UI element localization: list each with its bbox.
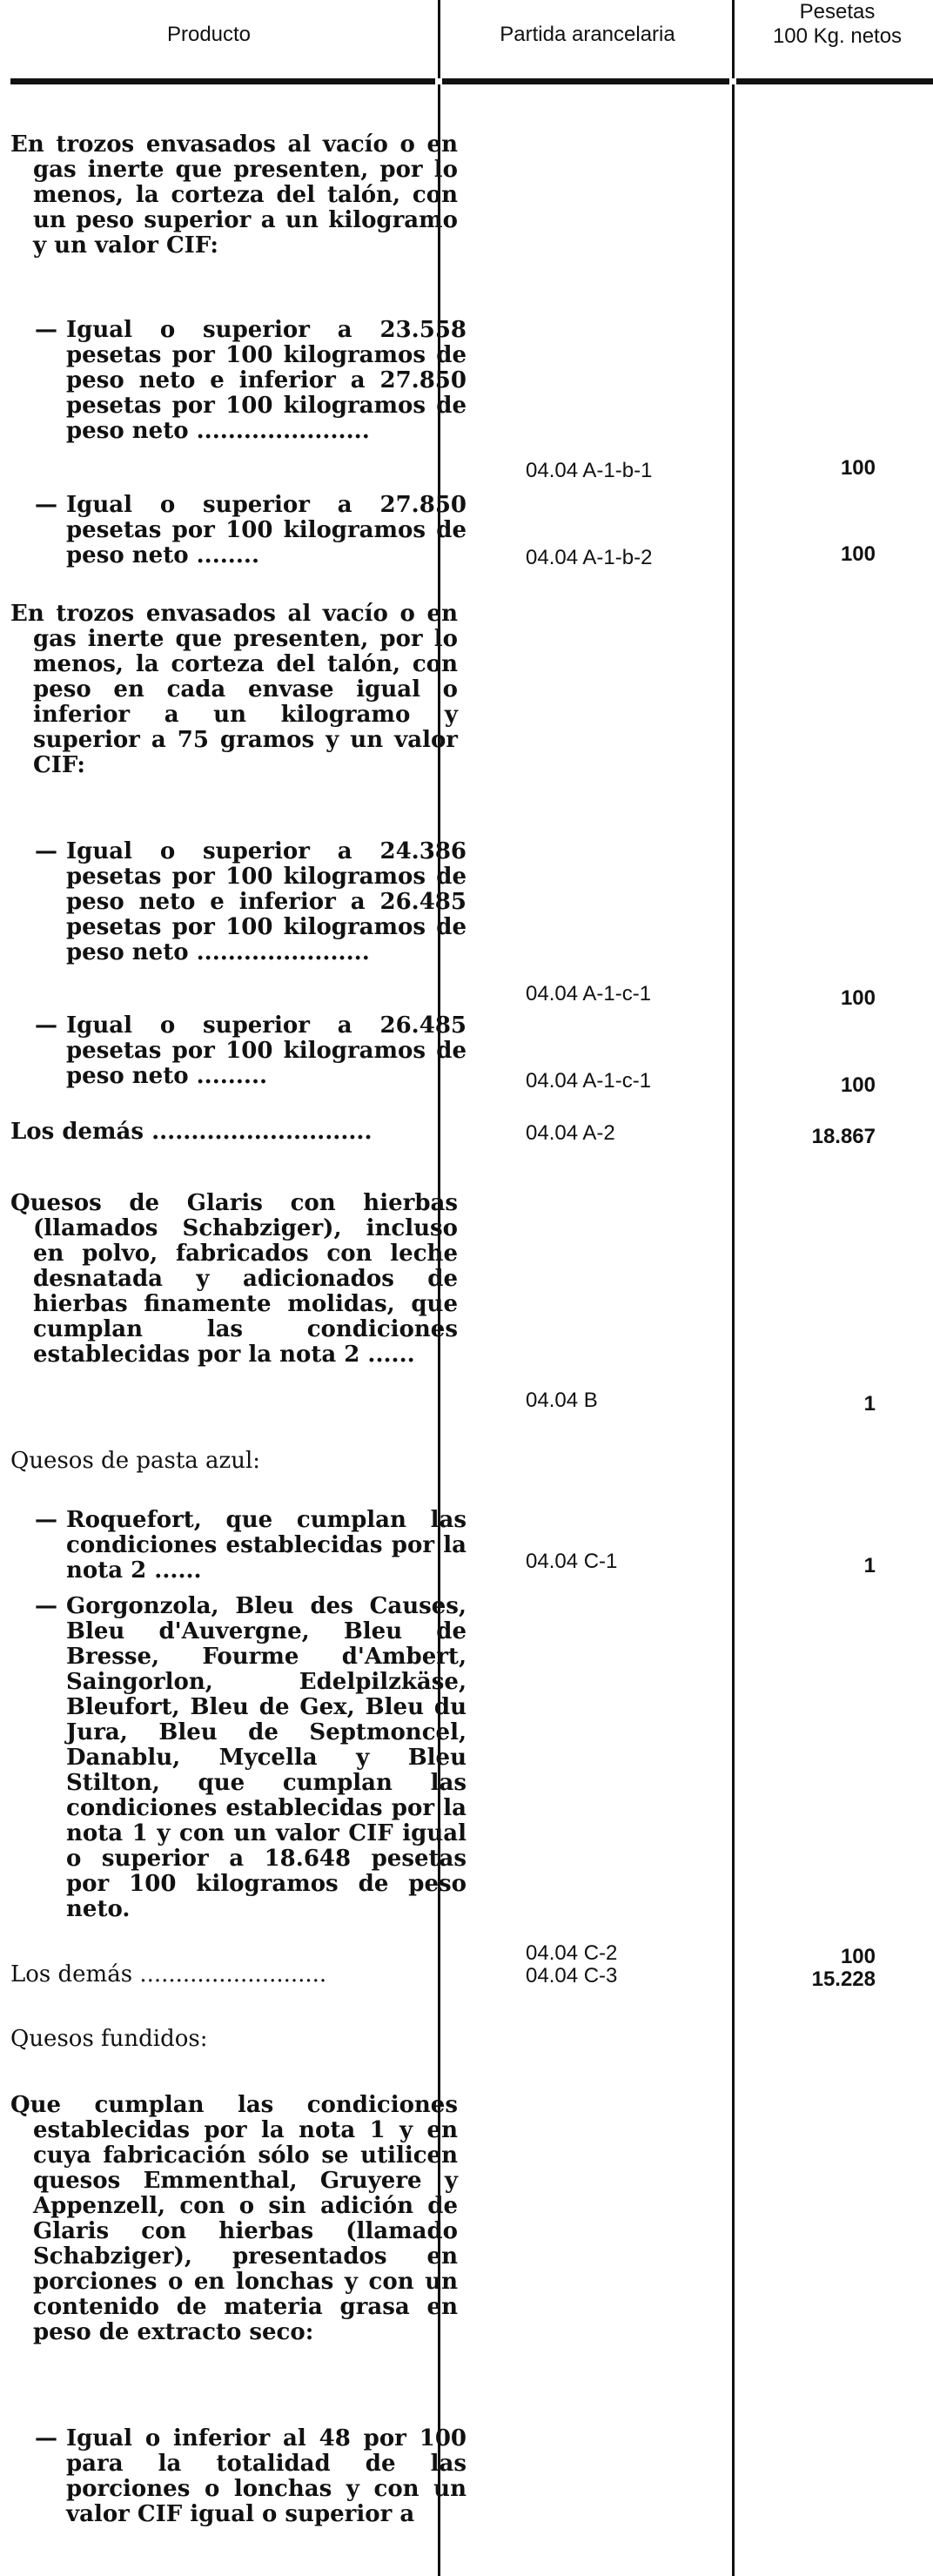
dash-bullet: —	[35, 1507, 57, 1533]
dash-bullet: —	[35, 492, 57, 518]
dash-bullet: —	[35, 838, 57, 864]
list-item	[35, 1594, 466, 1922]
tariff-code: 04.04 C-2	[526, 1941, 618, 1965]
row-text: Igual o superior a 24.386 pesetas por 100 kilogramos de peso neto e inferior a 26.485 pesetas por 100 kilogramos de peso neto ......................	[66, 838, 466, 965]
header-pesetas: Pesetas	[799, 0, 876, 24]
tariff-value: 1	[863, 1554, 876, 1577]
tariff-value: 100	[840, 542, 876, 566]
row-text: Igual o superior a 23.558 pesetas por 100 kilogramos de peso neto e inferior a 27.850 pesetas por 100 kilogramos de peso neto ......................	[66, 317, 466, 444]
tariff-value: 100	[840, 1945, 876, 1968]
tariff-code: 04.04 C-1	[526, 1550, 618, 1573]
tariff-value: 18.867	[811, 1125, 876, 1148]
row-text: Roquefort, que cumplan las condiciones establecidas por la nota 2 ......	[66, 1507, 466, 1584]
header-partida-arancelaria: Partida arancelaria	[500, 23, 675, 46]
tariff-value: 100	[840, 986, 876, 1010]
header-producto: Producto	[166, 23, 252, 46]
row-text: Gorgonzola, Bleu des Causes, Bleu d'Auvergne, Bleu de Bresse, Fourme d'Ambert, Saingorlon, Edelpilzkäse, Bleufort, Bleu de Gex, Bleu du Jura, Bleu de Septmoncel, Danablu, Mycella y Bleu Stilton, que cumplan las condiciones establecidas por la nota 1 y con un valor CIF igual o superior a 18.648 pesetas por 100 kilogramos de peso neto.	[66, 1593, 466, 1922]
row-text: Igual o inferior al 48 por 100 para la totalidad de las porciones o lonchas y con un valor CIF igual o superior a	[66, 2425, 466, 2527]
tariff-code: 04.04 A-1-c-1	[526, 982, 652, 1006]
tariff-value: 1	[863, 1392, 876, 1416]
tariff-value: 15.228	[811, 1967, 876, 1991]
row-text: Igual o superior a 26.485 pesetas por 100 kilogramos de peso neto .........	[66, 1012, 466, 1089]
dash-bullet: —	[35, 2425, 57, 2452]
row-heading-vacio-75g-1kg: En trozos envasados al vacío o en gas inerte que presenten, por lo menos, la corteza del talón, con peso en cada envase igual o inferior a un kilogramo y superior a 75 gramos y un valor CIF:	[10, 601, 458, 778]
tariff-code: 04.04 C-3	[526, 1964, 618, 1987]
tariff-code: 04.04 A-2	[526, 1121, 615, 1145]
dash-bullet: —	[35, 1012, 57, 1039]
row-los-demas-a2: Los demás ............................	[10, 1119, 373, 1145]
tariff-value: 100	[840, 456, 876, 480]
list-item	[35, 1013, 466, 1089]
row-quesos-fundidos: Quesos fundidos:	[10, 2026, 208, 2052]
tariff-value: 100	[840, 1073, 876, 1097]
tariff-code: 04.04 A-1-b-1	[526, 459, 653, 482]
row-quesos-glaris: Quesos de Glaris con hierbas (llamados Schabziger), incluso en polvo, fabricados con leche desnatada y adicionados de hierbas finamente molidas, que cumplan las condiciones establecidas por la nota 2 ......	[10, 1190, 458, 1368]
list-item	[35, 493, 466, 568]
list-item	[35, 2426, 466, 2527]
row-text: Igual o superior a 27.850 pesetas por 100 kilogramos de peso neto ........	[66, 492, 466, 568]
tariff-code: 04.04 A-1-b-2	[526, 546, 653, 569]
row-heading-vacio-mas-1kg: En trozos envasados al vacío o en gas inerte que presenten, por lo menos, la corteza del talón, con un peso superior a un kilogramo y un valor CIF:	[10, 131, 458, 259]
tariff-code: 04.04 A-1-c-1	[526, 1069, 652, 1093]
row-que-cumplan: Que cumplan las condiciones establecidas por la nota 1 y en cuya fabricación sólo se utilicen quesos Emmenthal, Gruyere y Appenzell, con o sin adición de Glaris con hierbas (llamado Schabziger), presentados en porciones o en lonchas y con un contenido de materia grasa en peso de extracto seco:	[10, 2092, 458, 2345]
dash-bullet: —	[35, 317, 57, 343]
list-item	[35, 839, 466, 965]
list-item	[35, 1508, 466, 1584]
tariff-code: 04.04 B	[526, 1389, 598, 1412]
column-divider-2	[732, 0, 735, 2576]
row-los-demas-c3: Los demás ..........................	[10, 1961, 327, 1987]
list-item	[35, 318, 466, 518]
row-quesos-pasta-azul: Quesos de pasta azul:	[10, 1448, 261, 1474]
dash-bullet: —	[35, 1593, 57, 1619]
header-rule	[10, 78, 933, 84]
header-100-kg-netos: 100 Kg. netos	[772, 24, 903, 48]
